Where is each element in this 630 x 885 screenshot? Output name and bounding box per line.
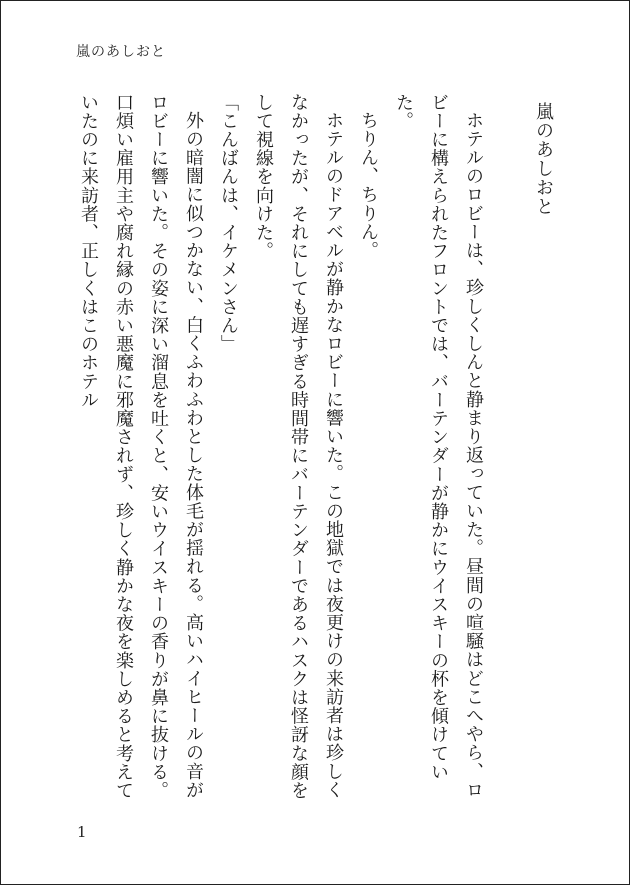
- paragraph-4-dialogue: 「こんばんは、イケメンさん」: [218, 93, 239, 354]
- paragraph-1: ホテルのロビーは、珍しくしんと静まり返っていた。昼間の喧騒はどこへやら、ロビーに構えられたフロントでは、バーテンダーが静かにウイスキーの杯を傾けていた。: [393, 93, 484, 800]
- paragraph-5: 外の暗闇に似つかない、白くふわふわとした体毛が揺れる。高いハイヒールの音がロビーに響いた。その姿に深い溜息を吐くと、安いウイスキーの香りが鼻に抜ける。口煩い雇用主や腐れ縁の赤い悪魔に邪魔されず、珍しく静かな夜を楽しめると考えていたのに来訪者、正しくはこのホテル: [78, 93, 204, 800]
- paragraph-2: ちりん、ちりん。: [358, 111, 379, 260]
- running-header: 嵐のあしおと: [76, 44, 166, 60]
- page-number: 1: [77, 823, 87, 841]
- story-title: 嵐のあしおと: [533, 102, 554, 216]
- vertical-body-text: [66, 93, 561, 808]
- paragraph-3: ホテルのドアベルが静かなロビーに響いた。この地獄では夜更けの来訪者は珍しくなかったが、それにしても遅すぎる時間帯にバーテンダーであるハスクは怪訝な顔をして視線を向けた。: [253, 93, 344, 800]
